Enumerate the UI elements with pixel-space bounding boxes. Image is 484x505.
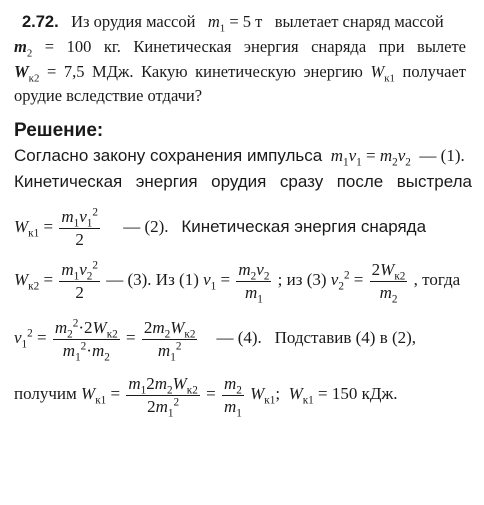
fraction-v2-squared: $\frac{2W_{к2}}{m_2}$ — [371, 260, 406, 305]
problem-line-3: $W_{к2} = 7,5$ МДж. Какую кинетическую энергию $W_{к1}$ получает — [14, 62, 467, 85]
fraction-v1: $\frac{m_2v_2}{m_1}$ — [238, 260, 270, 305]
solution-line-5: $v_1^2$ = $\frac{m_2^2\cdot 2W_{к2}}{m_1^2\cdot m_2}$ = $\frac{2m_2W_{к2}}{m_1^2}$ — (4). Подставив (4) в (2), — [14, 317, 417, 363]
problem-line-4: орудие вследствие отдачи? — [14, 86, 203, 105]
solution-line-1: Согласно закону сохранения импульса $m_1v_1 = m_2v_2$ — (1). — [14, 146, 465, 169]
problem-line-2: $m_2 = 100$ кг. Кинетическая энергия снаряда при вылете — [14, 37, 467, 60]
solution-heading: Решение: — [14, 120, 104, 141]
solution-line-2: Кинетическая энергия орудия сразу после выстрела — [14, 172, 472, 191]
fraction-v1-squared-a: $\frac{m_2^2\cdot 2W_{к2}}{m_1^2\cdot m_2}$ — [54, 317, 118, 363]
solution-line-3: $W_{к1}$ = $\frac{m_1v_1^2}{2}$ — (2). Кинетическая энергия снаряда — [14, 206, 427, 249]
solution-line-4: $W_{к2}$ = $\frac{m_1v_2^2}{2}$ — (3). Из (1) $v_1$ = $\frac{m_2v_2}{m_1}$ ; из (3) $v_2^2$ = $\frac{2W_{к2}}{m_2}$ , тогда — [14, 259, 461, 305]
solution-line-6: получим $W_{к1}$ = $\frac{m_12m_2W_{к2}}{2m_1^2}$ = $\frac{m_2}{m_1}$ $W_{к1}$; $W_{к1} = 150$ кДж. — [14, 374, 398, 419]
fraction-wk1: $\frac{m_1v_1^2}{2}$ — [61, 206, 98, 249]
fraction-v1-squared-b: $\frac{2m_2W_{к2}}{m_1^2}$ — [143, 318, 196, 363]
problem-line-1: 2.72. Из орудия массой $m_1 = 5$ т вылетает снаряд массой — [22, 12, 444, 35]
fraction-result-b: $\frac{m_2}{m_1}$ — [223, 374, 242, 419]
problem-number: 2.72. — [22, 13, 59, 31]
fraction-wk2: $\frac{m_1v_2^2}{2}$ — [61, 259, 98, 302]
problem-text-1: Из орудия массой — [71, 12, 196, 31]
fraction-result-a: $\frac{m_12m_2W_{к2}}{2m_1^2}$ — [128, 374, 198, 419]
final-result: = 150 кДж. — [318, 383, 398, 403]
